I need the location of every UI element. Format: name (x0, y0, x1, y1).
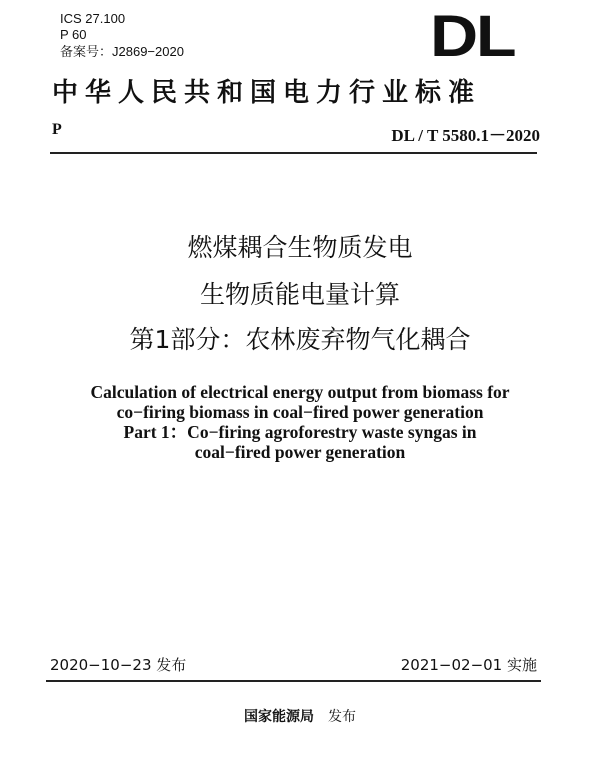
chinese-title-line-1: 燃煤耦合生物质发电 (187, 233, 413, 262)
publisher-action: 发布 (328, 709, 356, 725)
category-code: P (52, 121, 62, 138)
english-title-line-1: Calculation of electrical energy output from biomass for (90, 382, 510, 402)
record-number: 备案号：J2869−2020 (60, 44, 184, 59)
standard-type-title: 中华人民共和国电力行业标准 (52, 78, 482, 108)
english-title-line-4: coal−fired power generation (194, 442, 406, 462)
chinese-title-line-3: 第1部分：农林废弃物气化耦合 (129, 325, 471, 354)
issue-date: 2020−10−23 发布 (50, 656, 187, 674)
publisher-line (0, 708, 600, 726)
standard-number-text: DL / T 5580.1－2020 (391, 126, 540, 145)
top-divider (50, 152, 537, 154)
dl-logo: DL (430, 14, 515, 60)
ics-code: ICS 27.100 (60, 11, 126, 26)
bottom-divider (46, 680, 541, 682)
standard-number (391, 121, 540, 146)
chinese-title-line-2: 生物质能电量计算 (199, 280, 400, 309)
english-title-line-2: co−firing biomass in coal−fired power generation (116, 402, 484, 422)
ccs-code: P 60 (60, 27, 87, 42)
english-title-line-3: Part 1：Co−firing agroforestry waste syngas in (123, 422, 477, 442)
implementation-date: 2021−02−01 实施 (400, 656, 537, 674)
publisher-org: 国家能源局 (244, 709, 314, 725)
